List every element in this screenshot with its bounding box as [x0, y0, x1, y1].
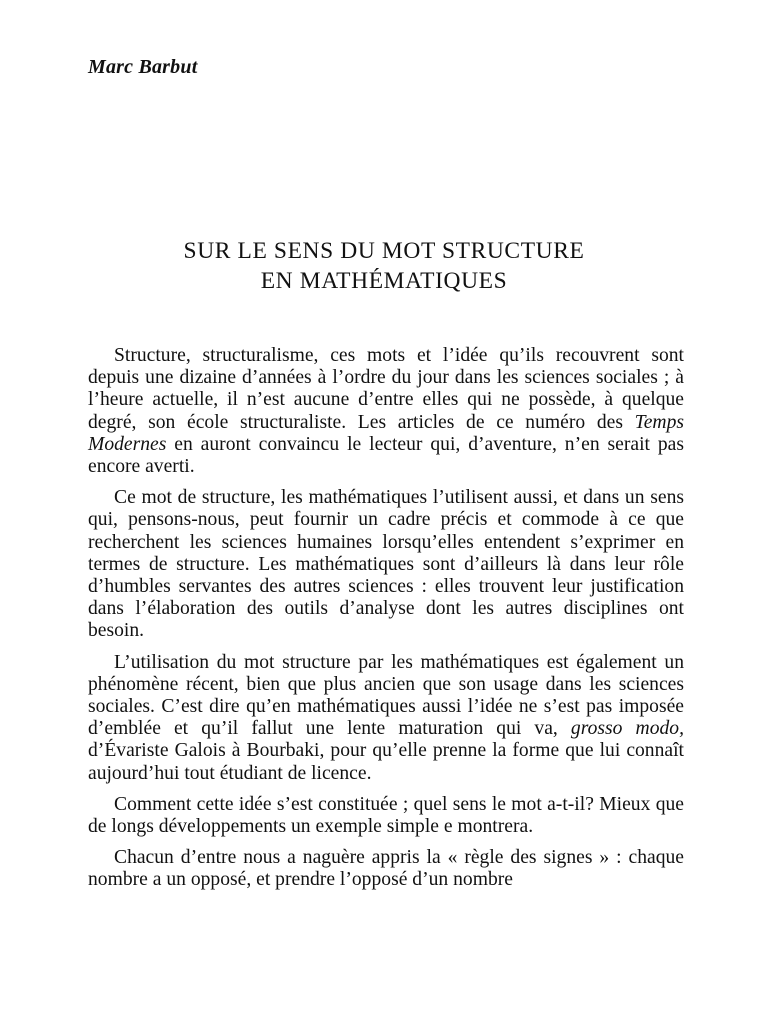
- paragraph-1: [88, 345, 684, 478]
- latin-phrase: grosso modo,: [570, 718, 684, 740]
- author-name: Marc Barbut: [88, 56, 198, 78]
- paragraph-4: Comment cette idée s’est constituée ; quel sens le mot a-t-il? Mieux que de longs développements un exemple simple e montrera.: [88, 793, 684, 838]
- paragraph-5: Chacun d’entre nous a naguère appris la « règle des signes » : chaque nombre a un opposé, et prendre l’opposé d’un nombre: [88, 847, 684, 891]
- paragraph-3: [88, 652, 684, 785]
- journal-title: Temps Modernes: [88, 411, 684, 455]
- paragraph-1-text-a: Structure, structuralisme, ces mots et l’idée qu’ils recouvrent sont depuis une dizaine d’années à l’ordre du jour dans les sciences sociales ; à l’heure actuelle, il n’est aucune d’entre elles qui ne possède, à quelque degré, son école structuraliste. Les articles de ce numéro des: [88, 345, 684, 433]
- article-title-line-2: EN MATHÉMATIQUES: [260, 268, 508, 294]
- article-title-line-1: SUR LE SENS DU MOT STRUCTURE: [183, 238, 585, 264]
- paragraph-2: Ce mot de structure, les mathématiques l’utilisent aussi, et dans un sens qui, pensons-nous, peut fournir un cadre précis et commode à ce que recherchent les sciences humaines lorsqu’elles entendent s’exprimer en termes de structure. Les mathématiques sont d’ailleurs là dans leur rôle d’humbles servantes des autres sciences : elles trouvent leur justification dans l’élaboration des outils d’analyse dont les autres disciplines ont besoin.: [88, 487, 684, 642]
- paragraph-1-text-b: en auront convaincu le lecteur qui, d’aventure, n’en serait pas encore averti.: [88, 433, 684, 478]
- article-body: [88, 345, 684, 892]
- paragraph-3-text-b: d’Évariste Galois à Bourbaki, pour qu’elle prenne la forme que lui connaît aujourd’hui tout étudiant de licence.: [88, 740, 684, 784]
- paragraph-3-text-a: L’utilisation du mot structure par les mathématiques est également un phénomène récent, bien que plus ancien que son usage dans les sciences sociales. C’est dire qu’en mathématiques aussi l’idée ne s’est pas imposée d’emblée et qu’il fallut une lente maturation qui va,: [88, 651, 684, 740]
